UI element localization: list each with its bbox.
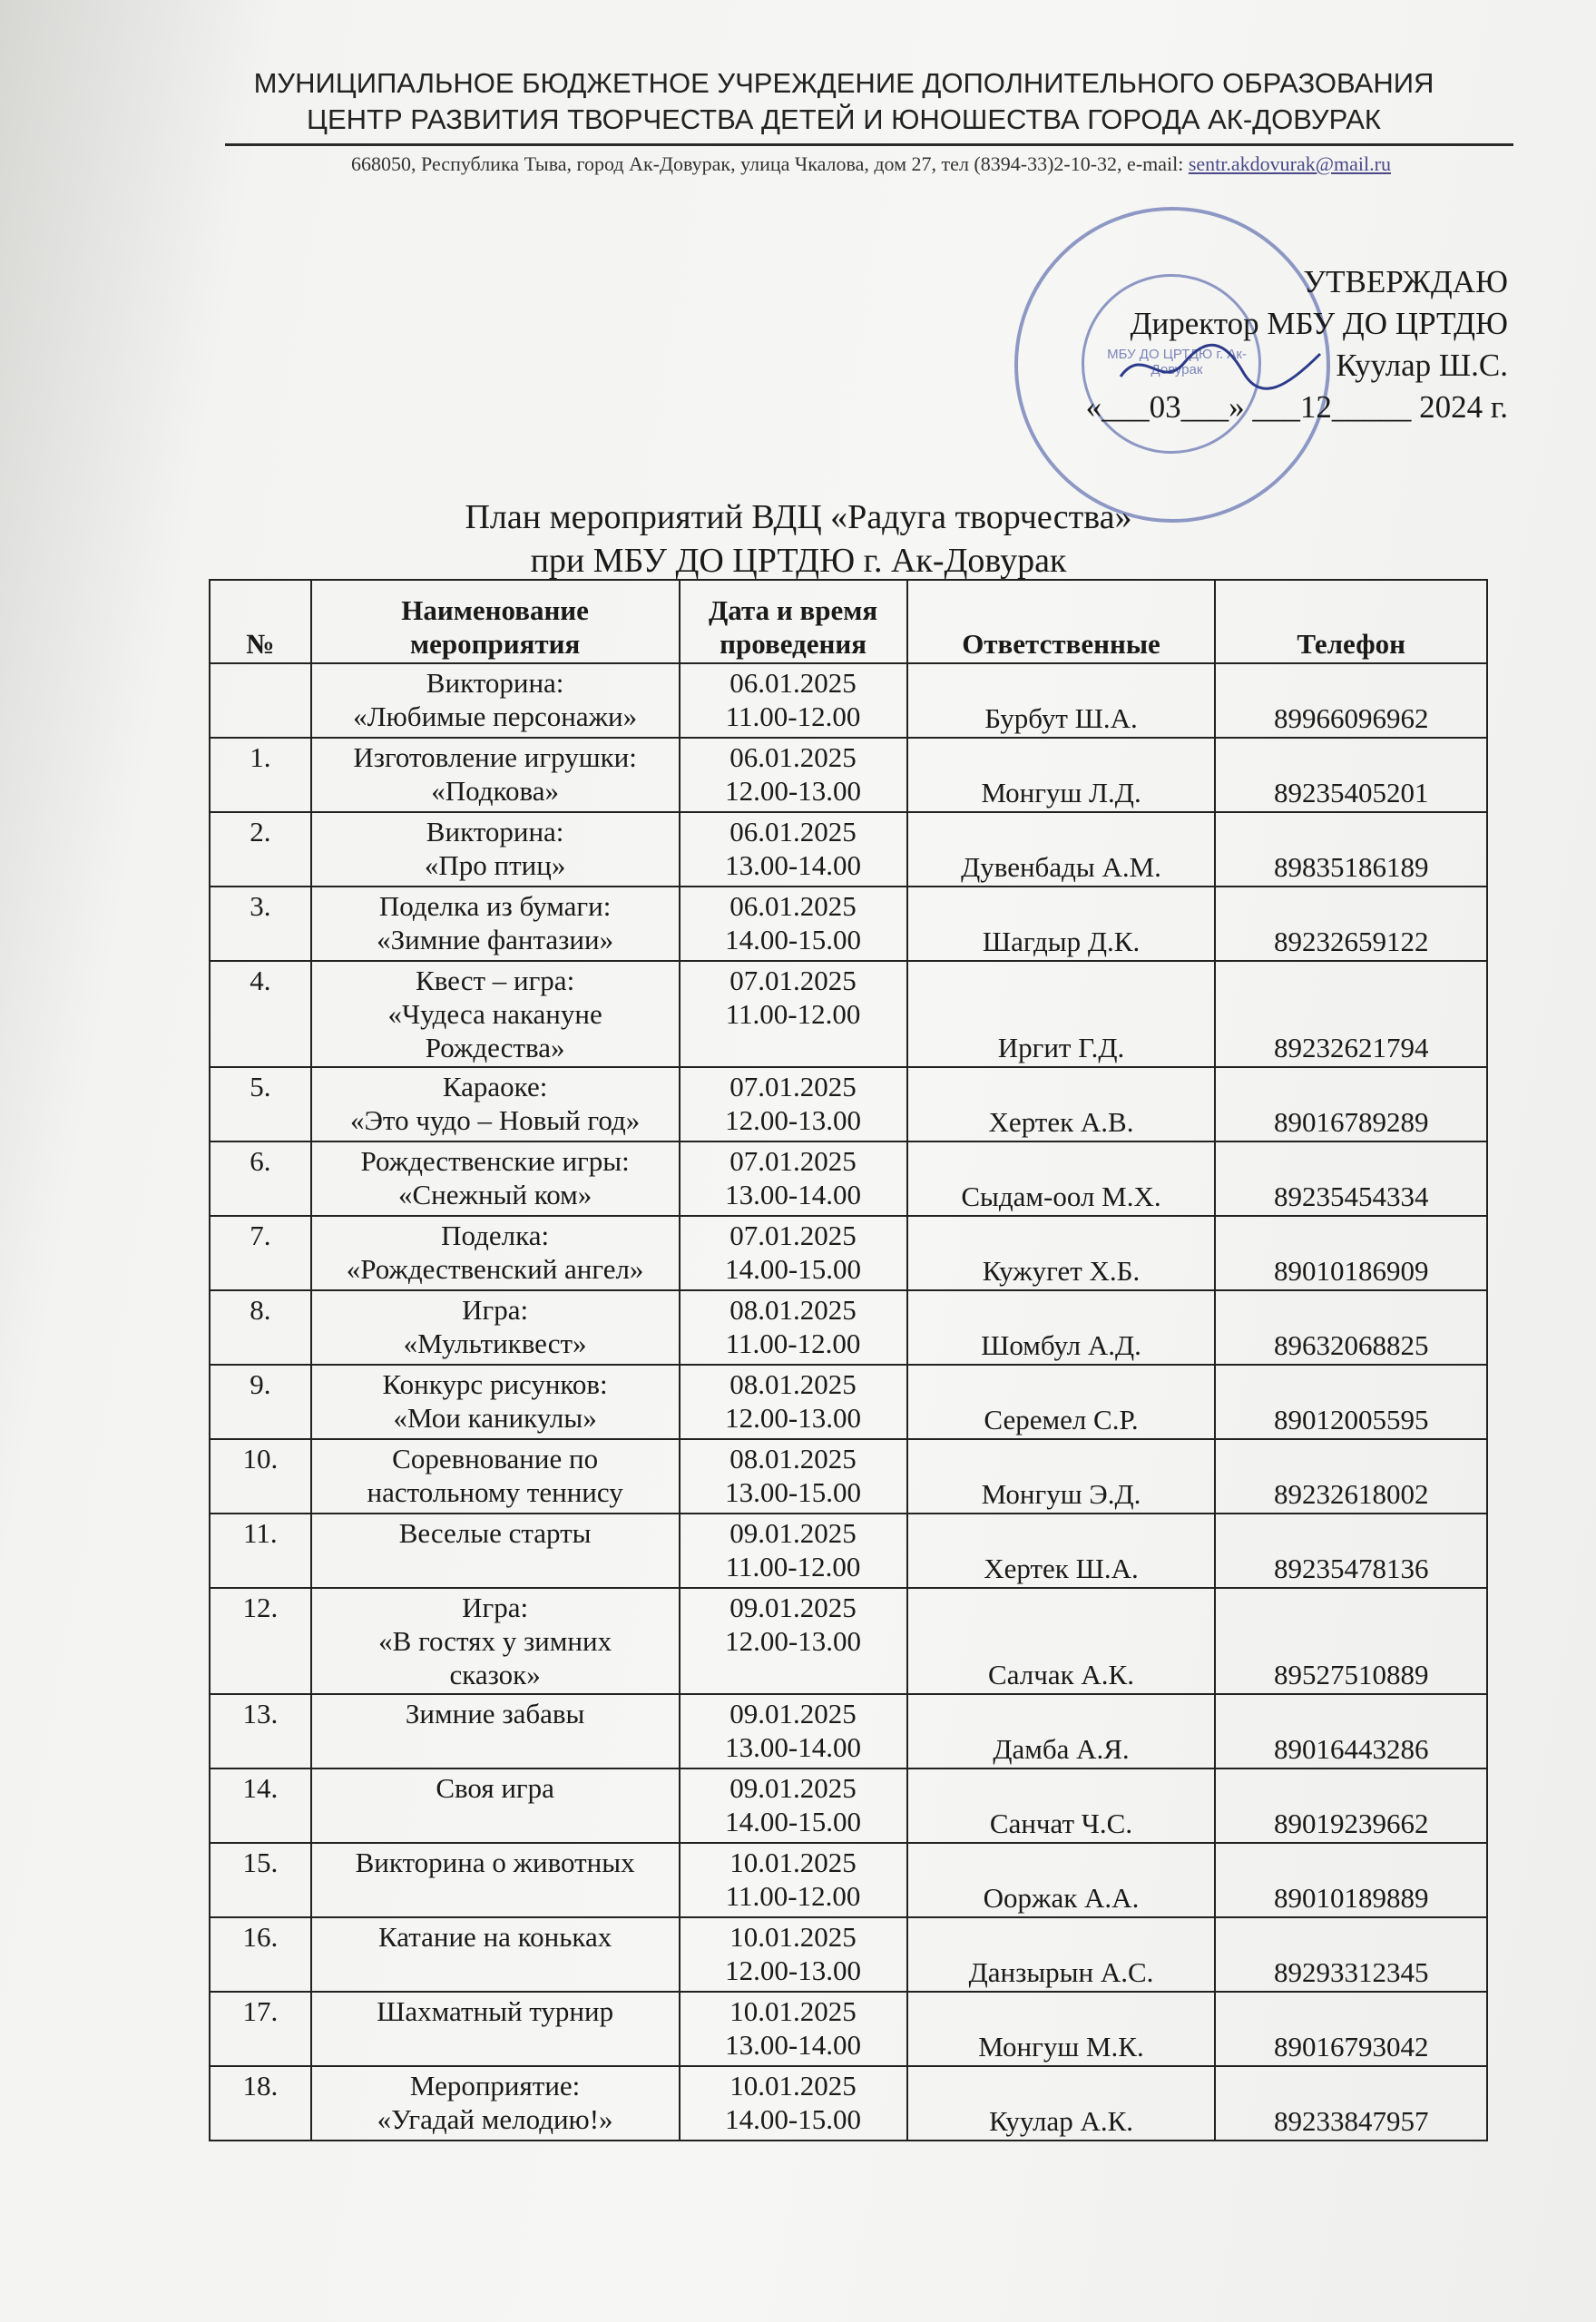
table-row bbox=[210, 1290, 1487, 1365]
event-datetime-cell: 07.01.2025 13.00-14.00 bbox=[680, 1141, 907, 1216]
address-text: 668050, Республика Тыва, город Ак-Довурак, улица Чкалова, дом 27, тел (8394-33)2-10-32, e-mail: bbox=[351, 152, 1184, 175]
row-number: 12. bbox=[210, 1588, 311, 1694]
event-name-cell: Викторина: «Про птиц» bbox=[311, 812, 680, 887]
event-name-cell: Викторина о животных bbox=[311, 1843, 680, 1917]
table-row bbox=[210, 887, 1487, 961]
approve-position: Директор МБУ ДО ЦРТДЮ bbox=[1130, 306, 1508, 341]
row-number: 4. bbox=[210, 961, 311, 1067]
table-row bbox=[210, 738, 1487, 812]
event-name-cell: Игра: «Мультиквест» bbox=[311, 1290, 680, 1365]
event-name-cell: Поделка: «Рождественский ангел» bbox=[311, 1216, 680, 1290]
document-title bbox=[272, 495, 1325, 583]
phone-cell: 89527510889 bbox=[1215, 1588, 1487, 1694]
phone-cell: 89232659122 bbox=[1215, 887, 1487, 961]
row-number: 14. bbox=[210, 1768, 311, 1843]
responsible-cell: Дамба А.Я. bbox=[907, 1694, 1216, 1768]
approve-date: «___03___» ___12_____ 2024 г. bbox=[1085, 389, 1508, 425]
event-datetime-cell: 09.01.2025 14.00-15.00 bbox=[680, 1768, 907, 1843]
event-datetime-cell: 10.01.2025 14.00-15.00 bbox=[680, 2066, 907, 2141]
event-name-cell: Катание на коньках bbox=[311, 1917, 680, 1992]
approval-block bbox=[1086, 261, 1508, 428]
event-datetime-cell: 08.01.2025 11.00-12.00 bbox=[680, 1290, 907, 1365]
organization-header bbox=[181, 65, 1506, 138]
event-datetime-cell: 09.01.2025 12.00-13.00 bbox=[680, 1588, 907, 1694]
row-number: 11. bbox=[210, 1514, 311, 1588]
responsible-cell: Данзырын А.С. bbox=[907, 1917, 1216, 1992]
phone-cell: 89019239662 bbox=[1215, 1768, 1487, 1843]
phone-cell: 89012005595 bbox=[1215, 1365, 1487, 1439]
responsible-cell: Кужугет Х.Б. bbox=[907, 1216, 1216, 1290]
row-number bbox=[210, 663, 311, 738]
phone-cell: 89235405201 bbox=[1215, 738, 1487, 812]
table-row bbox=[210, 2066, 1487, 2141]
row-number: 15. bbox=[210, 1843, 311, 1917]
event-datetime-cell: 07.01.2025 11.00-12.00 bbox=[680, 961, 907, 1067]
phone-cell: 89235478136 bbox=[1215, 1514, 1487, 1588]
table-row bbox=[210, 1439, 1487, 1514]
responsible-cell: Иргит Г.Д. bbox=[907, 961, 1216, 1067]
row-number: 16. bbox=[210, 1917, 311, 1992]
header-number: № bbox=[210, 580, 311, 663]
phone-cell: 89232621794 bbox=[1215, 961, 1487, 1067]
row-number: 13. bbox=[210, 1694, 311, 1768]
phone-cell: 89016793042 bbox=[1215, 1992, 1487, 2066]
table-header-row bbox=[210, 580, 1487, 663]
event-name-cell: Викторина: «Любимые персонажи» bbox=[311, 663, 680, 738]
row-number: 1. bbox=[210, 738, 311, 812]
table-row bbox=[210, 1067, 1487, 1141]
phone-cell: 89016443286 bbox=[1215, 1694, 1487, 1768]
approve-name: Куулар Ш.С. bbox=[1336, 348, 1508, 383]
row-number: 9. bbox=[210, 1365, 311, 1439]
approve-heading: УТВЕРЖДАЮ bbox=[1303, 264, 1508, 299]
responsible-cell: Сыдам-оол М.Х. bbox=[907, 1141, 1216, 1216]
responsible-cell: Дувенбады А.М. bbox=[907, 812, 1216, 887]
table-row bbox=[210, 1365, 1487, 1439]
phone-cell: 89016789289 bbox=[1215, 1067, 1487, 1141]
event-datetime-cell: 09.01.2025 13.00-14.00 bbox=[680, 1694, 907, 1768]
email-link[interactable]: sentr.akdovurak@mail.ru bbox=[1188, 152, 1391, 175]
title-line-2: при МБУ ДО ЦРТДЮ г. Ак-Довурак bbox=[530, 542, 1067, 580]
org-line-2: ЦЕНТР РАЗВИТИЯ ТВОРЧЕСТВА ДЕТЕЙ И ЮНОШЕСТВА ГОРОДА АК-ДОВУРАК bbox=[307, 103, 1381, 135]
table-row bbox=[210, 1992, 1487, 2066]
phone-cell: 89235454334 bbox=[1215, 1141, 1487, 1216]
header-responsible: Ответственные bbox=[907, 580, 1216, 663]
responsible-cell: Куулар А.К. bbox=[907, 2066, 1216, 2141]
table-row bbox=[210, 1768, 1487, 1843]
table-row bbox=[210, 1917, 1487, 1992]
org-address bbox=[227, 152, 1515, 176]
responsible-cell: Монгуш Л.Д. bbox=[907, 738, 1216, 812]
header-event-name: Наименование мероприятия bbox=[311, 580, 680, 663]
table-row bbox=[210, 812, 1487, 887]
event-datetime-cell: 10.01.2025 13.00-14.00 bbox=[680, 1992, 907, 2066]
row-number: 18. bbox=[210, 2066, 311, 2141]
event-name-cell: Своя игра bbox=[311, 1768, 680, 1843]
event-name-cell: Конкурс рисунков: «Мои каникулы» bbox=[311, 1365, 680, 1439]
phone-cell: 89010186909 bbox=[1215, 1216, 1487, 1290]
event-name-cell: Караоке: «Это чудо – Новый год» bbox=[311, 1067, 680, 1141]
header-date-time: Дата и время проведения bbox=[680, 580, 907, 663]
phone-cell: 89293312345 bbox=[1215, 1917, 1487, 1992]
event-name-cell: Мероприятие: «Угадай мелодию!» bbox=[311, 2066, 680, 2141]
header-divider bbox=[225, 143, 1513, 146]
row-number: 17. bbox=[210, 1992, 311, 2066]
phone-cell: 89233847957 bbox=[1215, 2066, 1487, 2141]
event-name-cell: Изготовление игрушки: «Подкова» bbox=[311, 738, 680, 812]
event-datetime-cell: 08.01.2025 12.00-13.00 bbox=[680, 1365, 907, 1439]
row-number: 10. bbox=[210, 1439, 311, 1514]
events-table bbox=[209, 579, 1488, 2141]
responsible-cell: Монгуш Э.Д. bbox=[907, 1439, 1216, 1514]
event-datetime-cell: 06.01.2025 11.00-12.00 bbox=[680, 663, 907, 738]
phone-cell: 89232618002 bbox=[1215, 1439, 1487, 1514]
row-number: 8. bbox=[210, 1290, 311, 1365]
responsible-cell: Салчак А.К. bbox=[907, 1588, 1216, 1694]
responsible-cell: Бурбут Ш.А. bbox=[907, 663, 1216, 738]
responsible-cell: Хертек А.В. bbox=[907, 1067, 1216, 1141]
event-name-cell: Шахматный турнир bbox=[311, 1992, 680, 2066]
event-name-cell: Рождественские игры: «Снежный ком» bbox=[311, 1141, 680, 1216]
table-row bbox=[210, 1843, 1487, 1917]
table-row bbox=[210, 1694, 1487, 1768]
event-name-cell: Игра: «В гостях у зимних сказок» bbox=[311, 1588, 680, 1694]
org-line-1: МУНИЦИПАЛЬНОЕ БЮДЖЕТНОЕ УЧРЕЖДЕНИЕ ДОПОЛНИТЕЛЬНОГО ОБРАЗОВАНИЯ bbox=[253, 67, 1434, 99]
event-datetime-cell: 10.01.2025 12.00-13.00 bbox=[680, 1917, 907, 1992]
event-datetime-cell: 10.01.2025 11.00-12.00 bbox=[680, 1843, 907, 1917]
event-datetime-cell: 07.01.2025 12.00-13.00 bbox=[680, 1067, 907, 1141]
event-datetime-cell: 09.01.2025 11.00-12.00 bbox=[680, 1514, 907, 1588]
responsible-cell: Шомбул А.Д. bbox=[907, 1290, 1216, 1365]
seal-text: МБУ ДО ЦРТДЮ г. Ак-Довурак bbox=[1107, 347, 1247, 377]
responsible-cell: Санчат Ч.С. bbox=[907, 1768, 1216, 1843]
table-row bbox=[210, 1514, 1487, 1588]
table-row bbox=[210, 1588, 1487, 1694]
event-datetime-cell: 06.01.2025 13.00-14.00 bbox=[680, 812, 907, 887]
table-row bbox=[210, 663, 1487, 738]
row-number: 6. bbox=[210, 1141, 311, 1216]
table-row bbox=[210, 961, 1487, 1067]
event-name-cell: Поделка из бумаги: «Зимние фантазии» bbox=[311, 887, 680, 961]
responsible-cell: Серемел С.Р. bbox=[907, 1365, 1216, 1439]
table-row bbox=[210, 1141, 1487, 1216]
title-line-1: План мероприятий ВДЦ «Радуга творчества» bbox=[465, 498, 1132, 536]
event-name-cell: Зимние забавы bbox=[311, 1694, 680, 1768]
table-row bbox=[210, 1216, 1487, 1290]
responsible-cell: Хертек Ш.А. bbox=[907, 1514, 1216, 1588]
event-name-cell: Соревнование по настольному теннису bbox=[311, 1439, 680, 1514]
responsible-cell: Ооржак А.А. bbox=[907, 1843, 1216, 1917]
header-phone: Телефон bbox=[1215, 580, 1487, 663]
phone-cell: 89632068825 bbox=[1215, 1290, 1487, 1365]
row-number: 5. bbox=[210, 1067, 311, 1141]
event-datetime-cell: 06.01.2025 12.00-13.00 bbox=[680, 738, 907, 812]
event-datetime-cell: 07.01.2025 14.00-15.00 bbox=[680, 1216, 907, 1290]
phone-cell: 89010189889 bbox=[1215, 1843, 1487, 1917]
responsible-cell: Монгуш М.К. bbox=[907, 1992, 1216, 2066]
responsible-cell: Шагдыр Д.К. bbox=[907, 887, 1216, 961]
event-datetime-cell: 08.01.2025 13.00-15.00 bbox=[680, 1439, 907, 1514]
phone-cell: 89966096962 bbox=[1215, 663, 1487, 738]
phone-cell: 89835186189 bbox=[1215, 812, 1487, 887]
event-name-cell: Веселые старты bbox=[311, 1514, 680, 1588]
row-number: 2. bbox=[210, 812, 311, 887]
event-datetime-cell: 06.01.2025 14.00-15.00 bbox=[680, 887, 907, 961]
row-number: 7. bbox=[210, 1216, 311, 1290]
event-name-cell: Квест – игра: «Чудеса накануне Рождества» bbox=[311, 961, 680, 1067]
row-number: 3. bbox=[210, 887, 311, 961]
